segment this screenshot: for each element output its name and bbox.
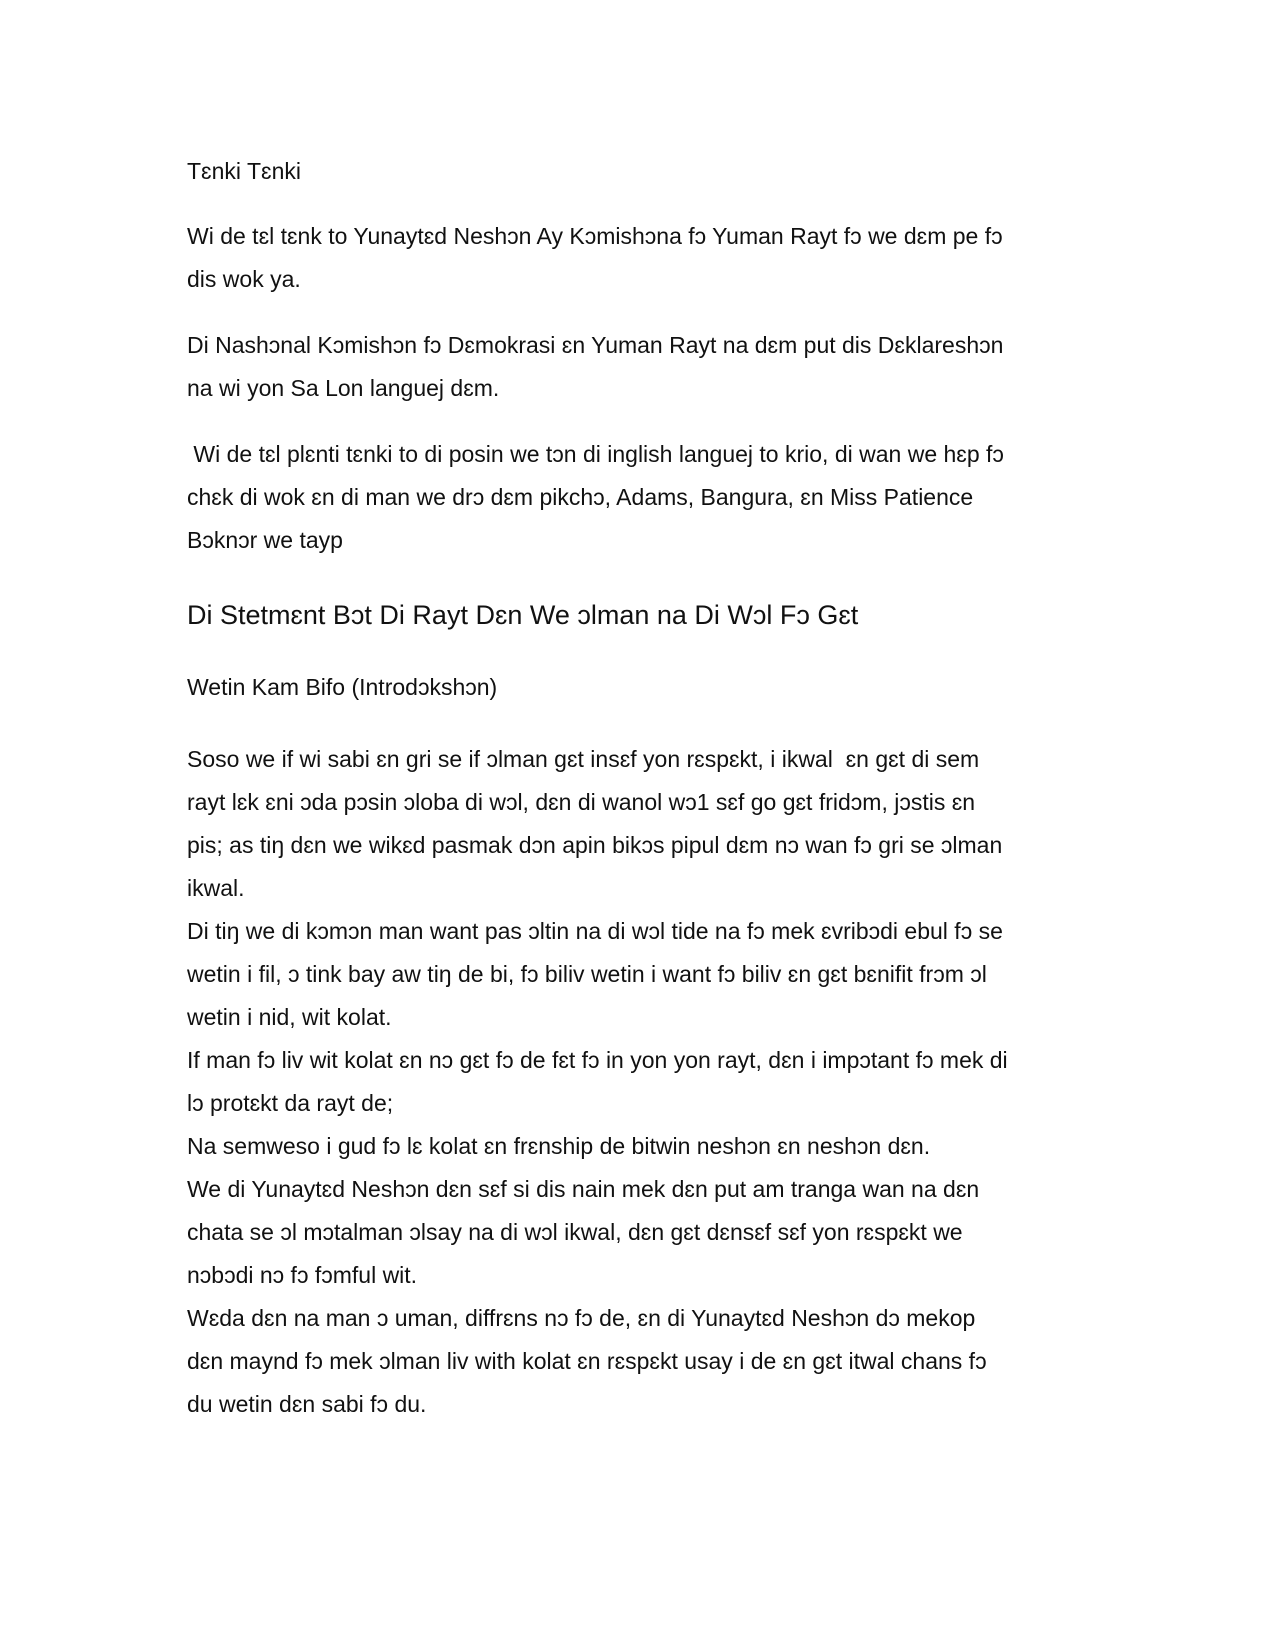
sub-heading: Wetin Kam Bifo (Introdɔkshɔn) <box>187 674 498 700</box>
text-line: pis; as tiŋ dɛn we wikɛd pasmak dɔn apin bikɔs pipul dɛm nɔ wan fɔ gri se ɔlman <box>187 832 1003 858</box>
document-page <box>187 150 1087 1426</box>
text-line: Bɔknɔr we tayp <box>187 527 343 553</box>
text-line: dis wok ya. <box>187 266 301 292</box>
text-line: chata se ɔl mɔtalman ɔlsay na di wɔl ikwal, dɛn gɛt dɛnsɛf sɛf yon rɛspɛkt we <box>187 1219 963 1245</box>
text-line: If man fɔ liv wit kolat ɛn nɔ gɛt fɔ de fɛt fɔ in yon yon rayt, dɛn i impɔtant fɔ mek di <box>187 1047 1008 1073</box>
text-line: du wetin dɛn sabi fɔ du. <box>187 1391 427 1417</box>
text-line: wetin i nid, wit kolat. <box>187 1004 392 1030</box>
introduction-body <box>187 738 1087 1426</box>
thanks-paragraph-1 <box>187 215 1087 301</box>
text-line: Wɛda dɛn na man ɔ uman, diffrɛns nɔ fɔ de, ɛn di Yunaytɛd Neshɔn dɔ mekop <box>187 1305 976 1331</box>
text-line: ikwal. <box>187 875 245 901</box>
text-line: dɛn maynd fɔ mek ɔlman liv with kolat ɛn rɛspɛkt usay i de ɛn gɛt itwal chans fɔ <box>187 1348 987 1374</box>
text-line: na wi yon Sa Lon languej dɛm. <box>187 375 500 401</box>
main-heading: Di Stetmɛnt Bɔt Di Rayt Dɛn We ɔlman na Di Wɔl Fɔ Gɛt <box>187 600 859 630</box>
text-line: Wi de tɛl plɛnti tɛnki to di posin we tɔn di inglish languej to krio, di wan we hɛp fɔ <box>187 441 1004 467</box>
thanks-paragraph-3 <box>187 433 1087 562</box>
text-line: wetin i fil, ɔ tink bay aw tiŋ de bi, fɔ biliv wetin i want fɔ biliv ɛn gɛt bɛnifit frɔm ɔl <box>187 961 987 987</box>
text-line: Na semweso i gud fɔ lɛ kolat ɛn frɛnship de bitwin neshɔn ɛn neshɔn dɛn. <box>187 1133 931 1159</box>
text-line: rayt lɛk ɛni ɔda pɔsin ɔloba di wɔl, dɛn di wanol wɔ1 sɛf go gɛt fridɔm, jɔstis ɛn <box>187 789 976 815</box>
text-line: Wi de tɛl tɛnk to Yunaytɛd Neshɔn Ay Kɔmishɔna fɔ Yuman Rayt fɔ we dɛm pe fɔ <box>187 223 1003 249</box>
text-line: lɔ protɛkt da rayt de; <box>187 1090 394 1116</box>
text-line: nɔbɔdi nɔ fɔ fɔmful wit. <box>187 1262 418 1288</box>
thanks-paragraph-2 <box>187 324 1087 410</box>
text-line: Soso we if wi sabi ɛn gri se if ɔlman gɛt insɛf yon rɛspɛkt, i ikwal ɛn gɛt di sem <box>187 746 980 772</box>
text-line: We di Yunaytɛd Neshɔn dɛn sɛf si dis nain mek dɛn put am tranga wan na dɛn <box>187 1176 980 1202</box>
text-line: chɛk di wok ɛn di man we drɔ dɛm pikchɔ, Adams, Bangura, ɛn Miss Patience <box>187 484 974 510</box>
thanks-title: Tɛnki Tɛnki <box>187 158 301 184</box>
text-line: Di Nashɔnal Kɔmishɔn fɔ Dɛmokrasi ɛn Yuman Rayt na dɛm put dis Dɛklareshɔn <box>187 332 1004 358</box>
text-line: Di tiŋ we di kɔmɔn man want pas ɔltin na di wɔl tide na fɔ mek ɛvribɔdi ebul fɔ se <box>187 918 1003 944</box>
